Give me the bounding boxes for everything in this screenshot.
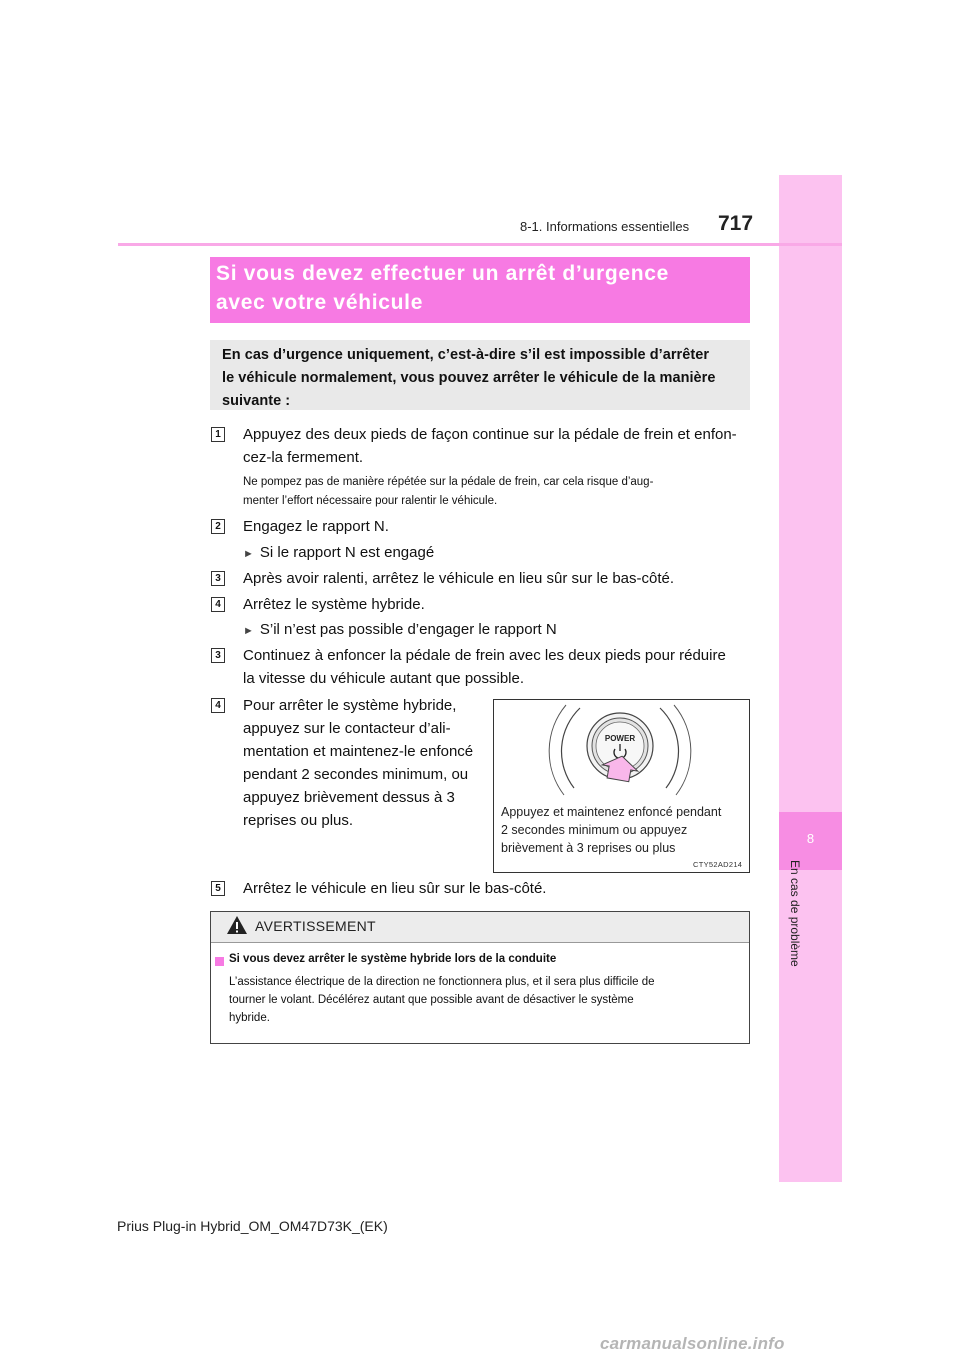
warning-body	[229, 973, 739, 1027]
step-1-line-1: Appuyez des deux pieds de façon continue sur la pédale de frein et enfon-	[243, 426, 737, 443]
footer-model: Prius Plug-in Hybrid_OM_OM47D73K_(EK)	[117, 1218, 388, 1234]
warning-line: tourner le volant. Décélérez autant que possible avant de désactiver le système	[229, 994, 634, 1006]
alt-step-4-text	[243, 694, 478, 832]
chapter-number: 8	[806, 831, 815, 846]
figure-caption-line: Appuyez et maintenez enfoncé pendant	[501, 805, 722, 819]
step-number-badge: 3	[211, 648, 225, 663]
condition-text: S’il n’est pas possible d’engager le rapport N	[259, 621, 557, 638]
step-2-text: Engagez le rapport N.	[243, 518, 389, 535]
warning-line: hybride.	[229, 1012, 270, 1024]
condition-rapport-impossible	[243, 620, 557, 641]
alt-step-4-line: mentation et maintenez-le enfoncé	[243, 743, 474, 760]
alt-step-4-line: appuyez brièvement dessus à 3	[243, 789, 455, 806]
step-number-badge: 2	[211, 519, 225, 534]
intro-box	[210, 340, 750, 410]
step-5-text: Arrêtez le véhicule en lieu sûr sur le bas-côté.	[243, 880, 547, 897]
condition-rapport-engage	[243, 543, 434, 564]
page-number: 717	[718, 212, 754, 235]
triangle-bullet-icon: ►	[243, 625, 254, 637]
figure-caption	[501, 803, 745, 857]
watermark: carmanualsonline.info	[600, 1334, 785, 1353]
warning-triangle-icon	[226, 915, 248, 935]
step-3-text: Après avoir ralenti, arrêtez le véhicule en lieu sûr sur le bas-côté.	[243, 570, 675, 587]
page-title	[210, 257, 750, 323]
step-number-badge: 3	[211, 571, 225, 586]
step-number-badge: 1	[211, 427, 225, 442]
alt-step-4-line: pendant 2 secondes minimum, ou	[243, 766, 469, 783]
page-title-line-1: Si vous devez effectuer un arrêt d’urgence	[216, 262, 670, 285]
warning-line: L’assistance électrique de la direction ne fonctionnera plus, et il sera plus difficile de	[229, 976, 655, 988]
intro-line-2: le véhicule normalement, vous pouvez arrêter le véhicule de la manière	[222, 370, 716, 386]
step-number-badge: 4	[211, 698, 225, 713]
figure-caption-line: 2 secondes minimum ou appuyez	[501, 823, 688, 837]
step-1-note-line-1: Ne pompez pas de manière répétée sur la pédale de frein, car cela risque d’aug-	[243, 476, 654, 488]
chapter-label: En cas de problème	[788, 860, 802, 967]
header-divider	[118, 243, 842, 246]
warning-title: AVERTISSEMENT	[255, 918, 376, 934]
step-number-badge: 4	[211, 597, 225, 612]
alt-step-4-line: Pour arrêter le système hybride,	[243, 697, 457, 714]
step-1-note-line-2: menter l’effort nécessaire pour ralentir le véhicule.	[243, 495, 498, 507]
condition-text: Si le rapport N est engagé	[259, 544, 435, 561]
step-4-text: Arrêtez le système hybride.	[243, 596, 425, 613]
power-label: POWER	[604, 734, 636, 743]
warning-subtitle: Si vous devez arrêter le système hybride lors de la conduite	[229, 953, 557, 965]
alt-step-3-line-1: Continuez à enfoncer la pédale de frein avec les deux pieds pour réduire	[243, 647, 726, 664]
figure-code: CTY52AD214	[693, 860, 743, 869]
chapter-side-strip	[779, 175, 842, 1182]
alt-step-3-line-2: la vitesse du véhicule autant que possible.	[243, 670, 525, 687]
triangle-bullet-icon: ►	[243, 548, 254, 560]
section-title: 8-1. Informations essentielles	[520, 219, 690, 234]
intro-line-3: suivante :	[222, 393, 291, 409]
page-title-line-2: avec votre véhicule	[216, 291, 424, 314]
warning-square-bullet	[215, 957, 224, 966]
step-1-line-2: cez-la fermement.	[243, 449, 364, 466]
figure-caption-line: brièvement à 3 reprises ou plus	[501, 841, 676, 855]
alt-step-4-line: appuyez sur le contacteur d’ali-	[243, 720, 451, 737]
power-switch-illustration	[494, 700, 749, 805]
alt-step-4-line: reprises ou plus.	[243, 812, 354, 829]
step-number-badge: 5	[211, 881, 225, 896]
intro-line-1: En cas d’urgence uniquement, c’est-à-dire s’il est impossible d’arrêter	[222, 347, 710, 363]
